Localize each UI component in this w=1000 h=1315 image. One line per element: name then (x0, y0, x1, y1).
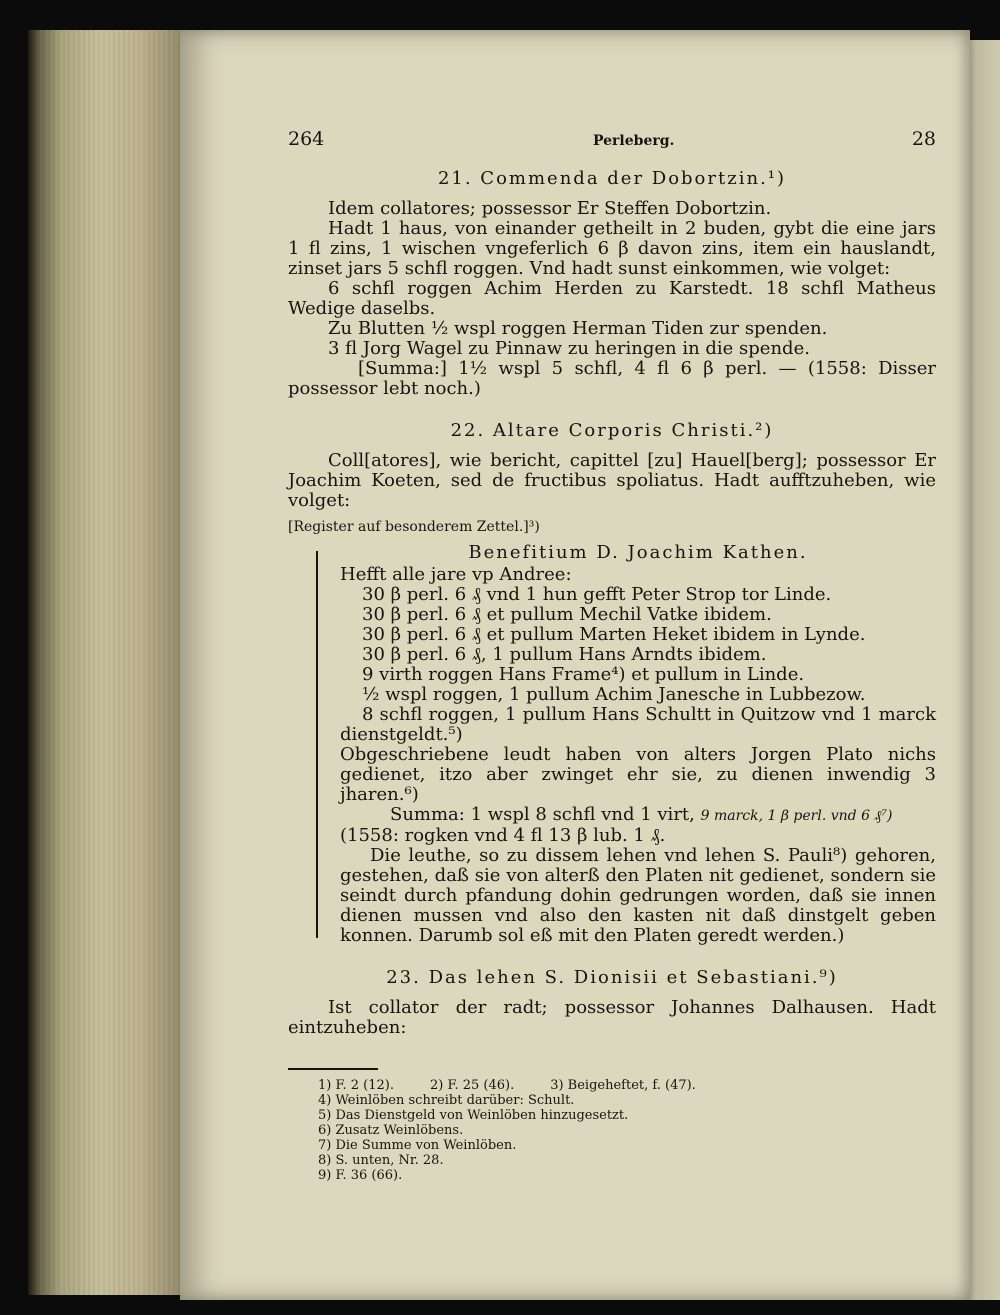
footnote-rule (288, 1068, 378, 1070)
paragraph: Zu Blutten ½ wspl roggen Herman Tiden zur spenden. (328, 318, 828, 339)
paragraph: (1558: rogken vnd 4 fl 13 β lub. 1 ₰. (340, 825, 666, 846)
footnotes (318, 1078, 936, 1183)
benefit-line: 8 schfl roggen, 1 pullum Hans Schultt in Quitzow vnd 1 marck dienstgeldt.⁵) (340, 704, 936, 745)
benefit-block (308, 543, 936, 946)
footnote: 6) Zusatz Weinlöbens. (318, 1122, 464, 1138)
paragraph: Obgeschriebene leudt haben von alters Jorgen Plato nichs gedienet, itzo aber zwinget ehr sie, zu dienen inwendig 3 jharen.⁶) (340, 744, 936, 805)
footnote: 8) S. unten, Nr. 28. (318, 1152, 444, 1168)
benefit-line: 30 β perl. 6 ₰ et pullum Mechil Vatke ibidem. (362, 604, 772, 625)
paragraph: 6 schfl roggen Achim Herden zu Karstedt. 18 schfl Matheus Wedige daselbs. (288, 278, 936, 319)
summa-italic: 9 marck, 1 β perl. vnd 6 ₰⁷) (700, 808, 893, 824)
footnote: 2) F. 25 (46). (429, 1077, 515, 1093)
section-23-heading: 23. Das lehen S. Dionisii et Sebastiani.⁹) (386, 967, 838, 988)
paragraph: Idem collatores; possessor Er Steffen Dobortzin. (328, 198, 772, 219)
footnote: 3) Beigeheftet, f. (47). (550, 1077, 696, 1093)
summa-line (340, 805, 936, 826)
summa-text: Summa: 1 wspl 8 schfl vnd 1 virt, (390, 804, 695, 825)
section-21-heading: 21. Commenda der Dobortzin.¹) (437, 168, 787, 189)
register-note: [Register auf besonderem Zettel.]³) (288, 519, 540, 535)
benefit-heading: Benefitium D. Joachim Kathen. (468, 542, 808, 563)
paragraph: Ist collator der radt; possessor Johannes Dalhausen. Hadt eintzuheben: (288, 997, 936, 1038)
section-22-heading: 22. Altare Corporis Christi.²) (450, 420, 774, 441)
running-title: Perleberg. (593, 133, 675, 149)
paragraph: Die leuthe, so zu dissem lehen vnd lehen S. Pauli⁸) gehoren, gestehen, daß sie von alterß den Platen nit gedienet, sondern sie seindt durch pfandung dohin gedrungen worden, daß sie innen dienen mussen vnd also den kasten nit daß dinstgelt geben konnen. Darumb sol eß mit den Platen geredt werden.) (340, 845, 936, 946)
running-header (288, 125, 936, 151)
book-page-edges (28, 30, 188, 1295)
footnote: 4) Weinlöben schreibt darüber: Schult. (318, 1092, 575, 1108)
footnote: 5) Das Dienstgeld von Weinlöben hinzugesetzt. (318, 1107, 629, 1123)
margin-bracket (316, 551, 318, 938)
benefit-line: 30 β perl. 6 ₰, 1 pullum Hans Arndts ibidem. (362, 644, 767, 665)
paragraph: 3 fl Jorg Wagel zu Pinnaw zu heringen in die spende. (328, 338, 810, 359)
footnote: 7) Die Summe von Weinlöben. (318, 1137, 517, 1153)
paragraph: Hadt 1 haus, von einander getheilt in 2 buden, gybt die eine jars 1 fl zins, 1 wischen vngeferlich 6 β davon zins, item ein hauslandt, zinset jars 5 schfl roggen. Vnd hadt sunst einkommen, wie volget: (288, 218, 936, 279)
signature-mark: 28 (911, 128, 936, 150)
footnote: 1) F. 2 (12). (318, 1077, 394, 1093)
benefit-intro: Hefft alle jare vp Andree: (340, 564, 572, 585)
footnote: 9) F. 36 (66). (318, 1167, 403, 1183)
paragraph: [Summa:] 1½ wspl 5 schfl, 4 fl 6 β perl. — (1558: Disser possessor lebt noch.) (288, 358, 936, 399)
footnote-row (318, 1078, 936, 1093)
benefit-line: 9 virth roggen Hans Frame⁴) et pullum in Linde. (362, 664, 805, 685)
benefit-line: 30 β perl. 6 ₰ et pullum Marten Heket ibidem in Lynde. (362, 624, 866, 645)
page-number: 264 (288, 128, 325, 150)
page-content (288, 125, 936, 1183)
benefit-line: 30 β perl. 6 ₰ vnd 1 hun gefft Peter Strop tor Linde. (362, 584, 832, 605)
benefit-line: ½ wspl roggen, 1 pullum Achim Janesche in Lubbezow. (362, 684, 866, 705)
paragraph: Coll[atores], wie bericht, capittel [zu] Hauel[berg]; possessor Er Joachim Koeten, sed de fructibus spoliatus. Hadt aufftzuheben, wie volget: (288, 450, 936, 511)
